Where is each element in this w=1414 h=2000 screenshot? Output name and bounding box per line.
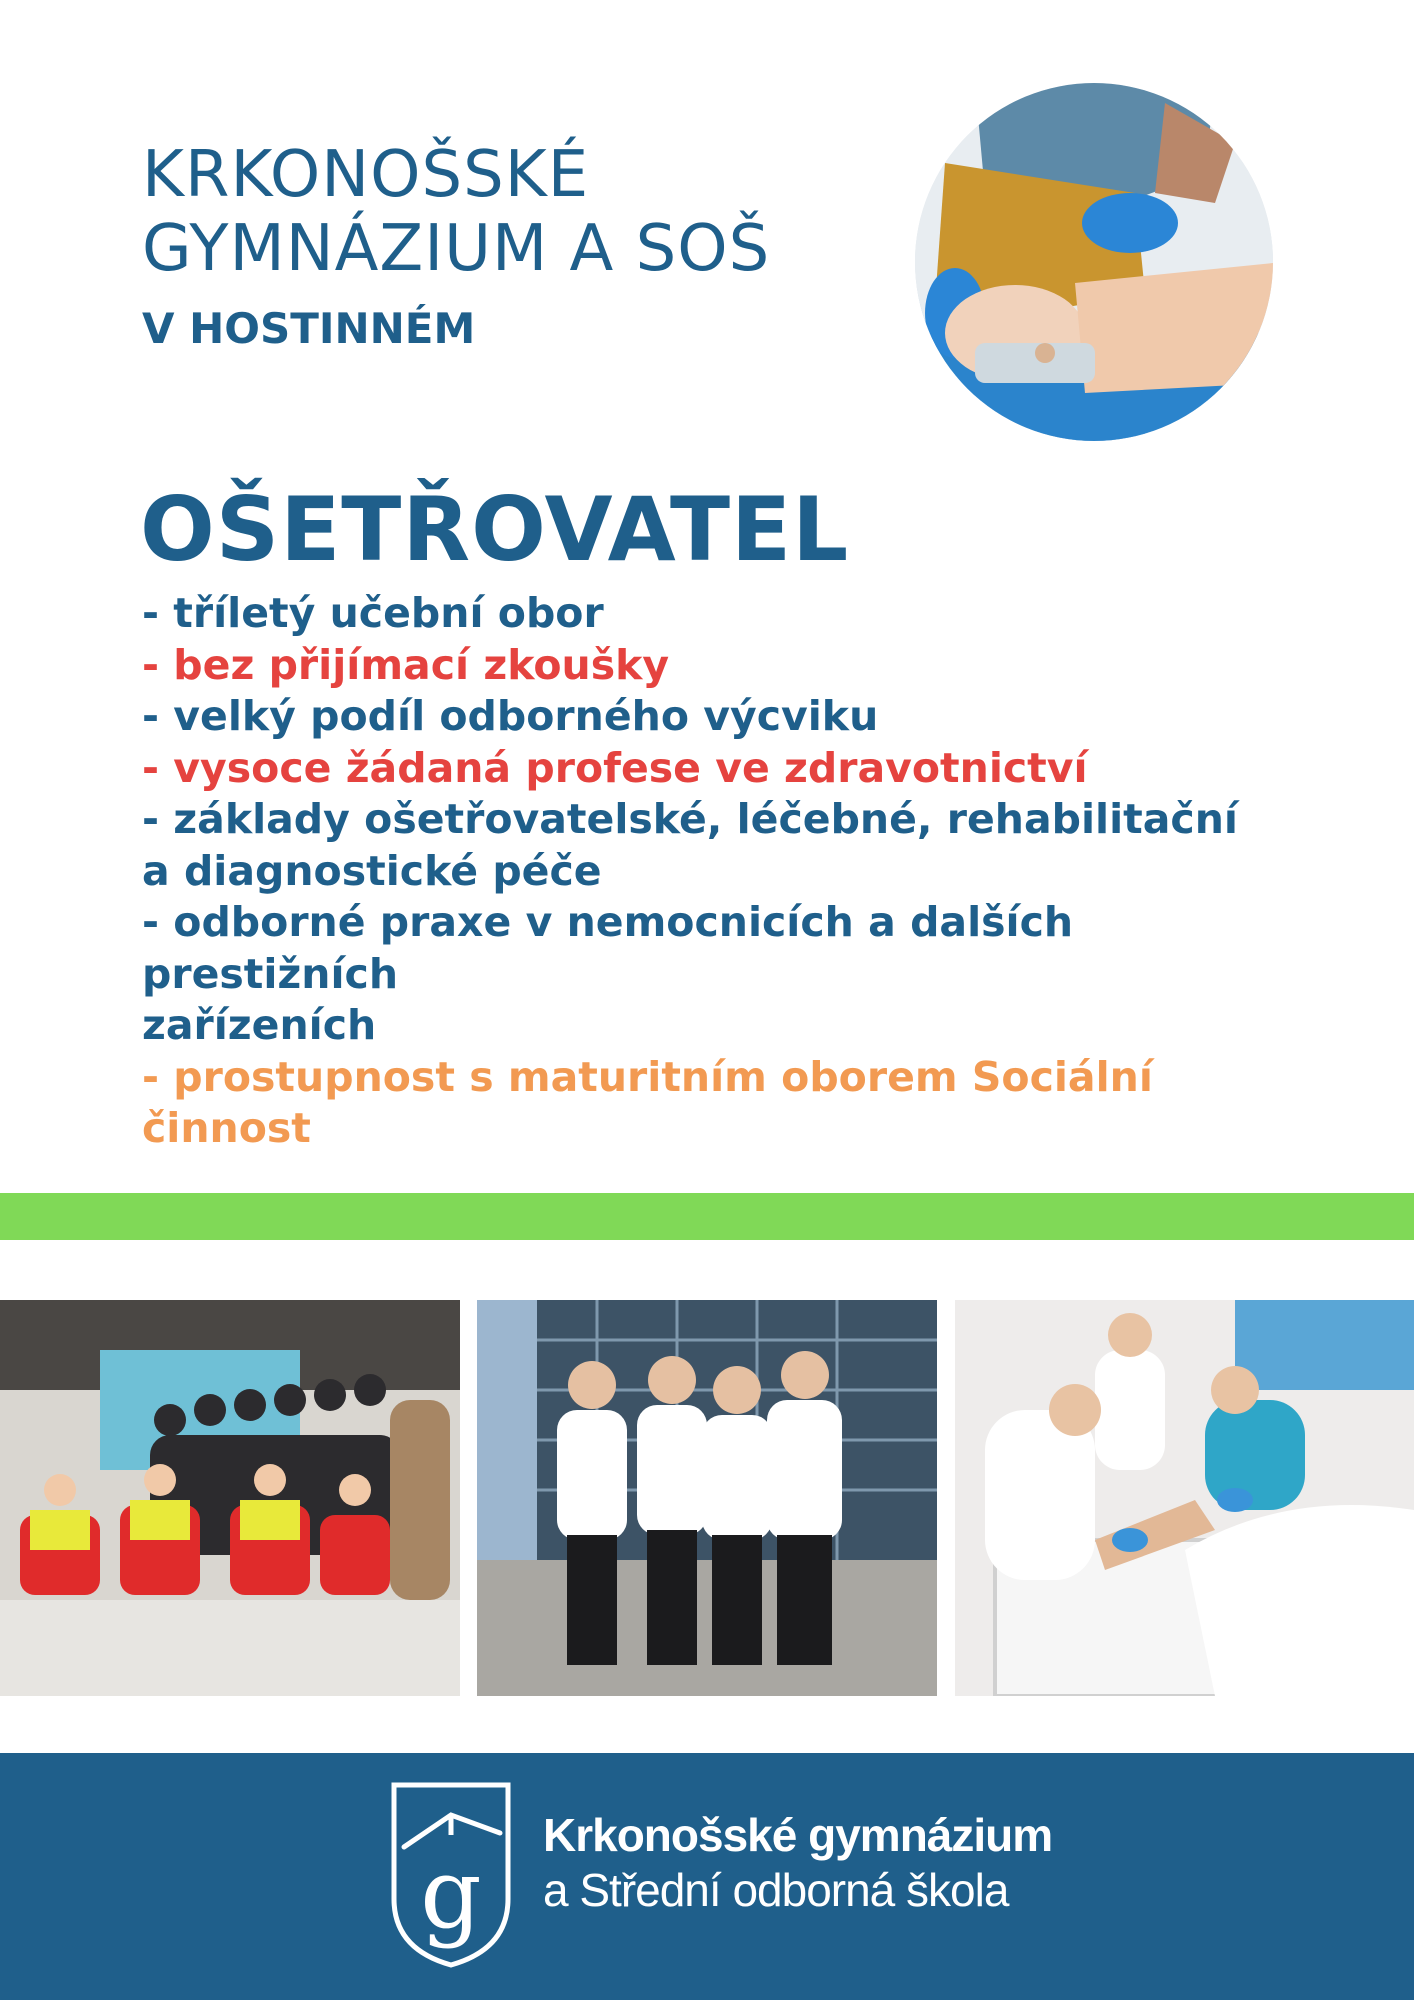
school-name	[142, 138, 770, 286]
feature-item: - odborné praxe v nemocnicích a dalších prestižních	[142, 898, 1074, 998]
footer-school-name-line2: a Střední odborná škola	[543, 1864, 1009, 1916]
students-outdoor-photo	[477, 1300, 937, 1696]
feature-item: - bez přijímací zkoušky	[142, 640, 670, 689]
feature-list	[142, 588, 1322, 1155]
cpr-training-photo	[915, 83, 1273, 441]
feature-item: - základy ošetřovatelské, léčebné, rehabilitační	[142, 795, 1238, 843]
school-name-line2: GYMNÁZIUM A SOŠ	[142, 212, 771, 286]
group-photo-paramedics	[0, 1300, 460, 1696]
feature-item: - prostupnost s maturitním oborem Sociální činnost	[142, 1052, 1153, 1152]
feature-item: zařízeních	[142, 1001, 377, 1049]
feature-item: a diagnostické péče	[142, 846, 602, 895]
school-name-line1: KRKONOŠSKÉ	[142, 138, 590, 212]
school-logo-icon	[388, 1779, 514, 1969]
feature-item: - vysoce žádaná profese ve zdravotnictví	[142, 743, 1088, 792]
footer-school-name-line1: Krkonošské gymnázium	[543, 1809, 1053, 1861]
green-divider	[0, 1193, 1414, 1240]
program-title: OŠETŘOVATEL	[140, 478, 850, 581]
svg-text:g: g	[420, 1838, 482, 1950]
school-location: V HOSTINNÉM	[142, 304, 476, 353]
footer	[0, 1753, 1414, 2000]
nursing-practice-photo	[955, 1300, 1414, 1696]
feature-item: - tříletý učební obor	[142, 589, 604, 637]
feature-item: - velký podíl odborného výcviku	[142, 692, 879, 740]
